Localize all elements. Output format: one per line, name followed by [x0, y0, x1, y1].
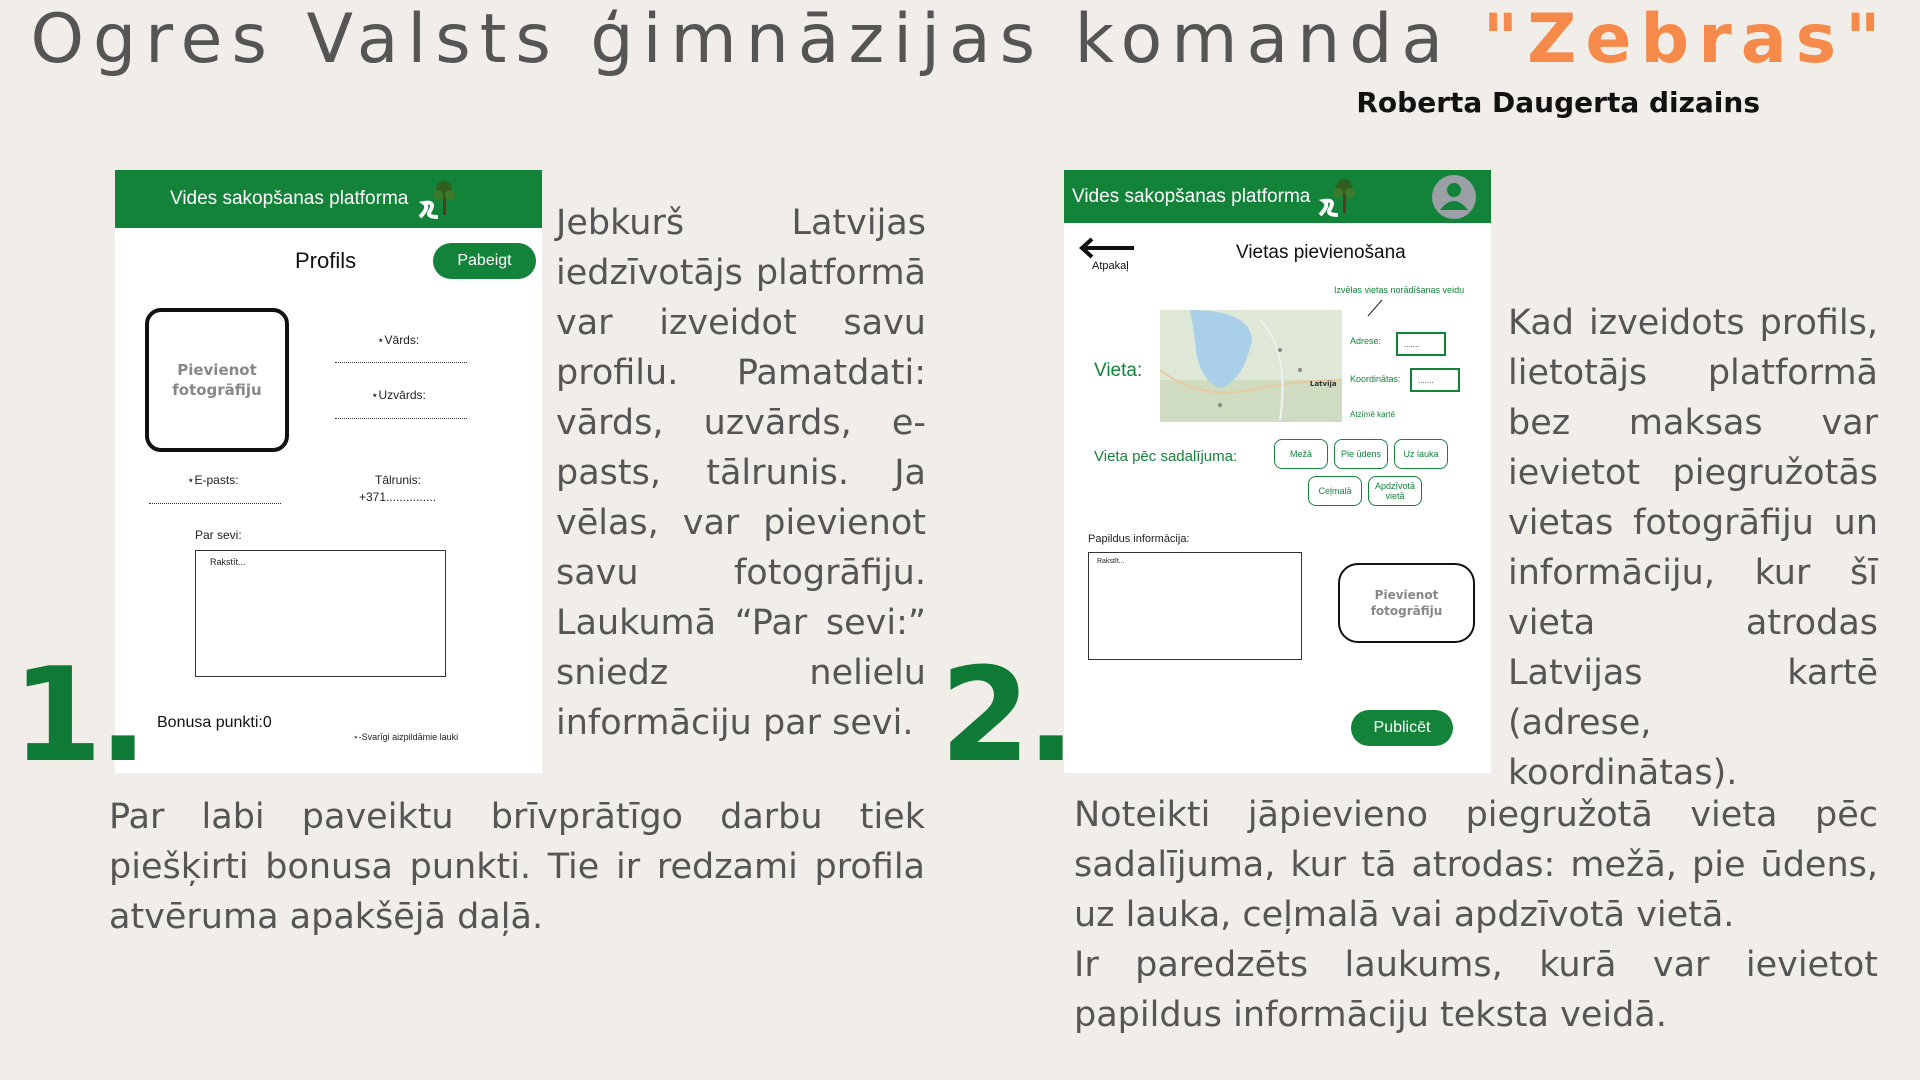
profile-title: Profils [295, 248, 357, 273]
address-value: ....... [1404, 340, 1420, 349]
category-roadside-chip[interactable]: Ceļmalā [1308, 476, 1362, 506]
map-country-label: Latvija [1310, 380, 1337, 388]
location-label: Vieta: [1094, 360, 1143, 381]
phone-label: Tālrunis: [375, 473, 422, 487]
section2-side-text: Kad izveidots profils, lietotājs platformā bez maksas var ievietot piegružotās vietas fotogrāfiju un informāciju, kur šī vieta atrodas Latvijas kartē (adrese, koordinātas). [1508, 303, 1878, 793]
email-label: ⋆E-pasts: [187, 473, 239, 487]
add-photo-box[interactable]: Pievienot fotogrāfiju [145, 308, 289, 452]
mark-on-map-label[interactable]: Atzīmē kartē [1350, 410, 1395, 419]
about-textarea[interactable] [195, 550, 446, 677]
section1-bottom-text: Par labi paveiktu brīvprātīgo darbu tiek piešķirti bonusa punkti. Tie ir redzami profila atvēruma apakšējā daļā. [109, 797, 925, 937]
tree-river-icon [416, 177, 464, 221]
tree-river-icon [1316, 175, 1364, 219]
address-field[interactable] [1396, 332, 1446, 356]
email-field[interactable] [149, 503, 281, 504]
step-number-1: 1. [12, 639, 144, 791]
phone-field[interactable]: +371............... [359, 490, 437, 504]
back-arrow-icon[interactable] [1076, 236, 1136, 260]
map-preview[interactable] [1160, 310, 1342, 422]
category-settlement-chip[interactable]: Apdzīvotā vietā [1368, 476, 1422, 506]
first-name-label: ⋆Vārds: [377, 333, 420, 347]
section1-side-text: Jebkurš Latvijas iedzīvotājs platformā var izveidot savu profilu. Pamatdati: vārds, uzvārds, e-pasts, tālrunis. Ja vēlas, var pievienot savu fotogrāfiju. Laukumā “Par sevi:” sniedz nelielu informāciju par sevi. [556, 203, 926, 743]
about-label: Par sevi: [195, 528, 242, 542]
last-name-field[interactable] [335, 418, 467, 419]
back-label[interactable]: Atpakaļ [1092, 260, 1129, 272]
category-forest-chip[interactable]: Mežā [1274, 439, 1328, 469]
address-label: Adrese: [1350, 336, 1382, 346]
hint-pointer-line [1364, 298, 1384, 318]
profile-mockup [115, 170, 542, 773]
design-credit: Roberta Daugerta dizains [1356, 86, 1760, 119]
required-note: ⋆-Svarīgi aizpildāmie lauki [353, 732, 459, 742]
page-title [0, 0, 1920, 80]
mockup1-header [115, 170, 542, 228]
bonus-points: Bonusa punkti:0 [157, 714, 272, 731]
coordinates-value: ....... [1418, 376, 1434, 385]
extra-info-placeholder: Rakstīt... [1097, 558, 1125, 565]
extra-info-label: Papildus informācija: [1088, 533, 1190, 545]
category-label: Vieta pēc sadalījuma: [1094, 448, 1238, 465]
last-name-label: ⋆Uzvārds: [371, 388, 426, 402]
category-field-chip[interactable]: Uz lauka [1394, 439, 1448, 469]
coordinates-label: Koordinātas: [1350, 374, 1401, 384]
publish-button[interactable]: Publicēt [1351, 710, 1453, 746]
first-name-field[interactable] [335, 362, 467, 363]
add-photo-box[interactable]: Pievienot fotogrāfiju [1338, 563, 1475, 643]
extra-info-textarea[interactable] [1088, 552, 1302, 660]
user-avatar-icon[interactable] [1431, 174, 1477, 220]
mockup2-header-title: Vides sakopšanas platforma [1072, 185, 1311, 207]
mockup1-header-title: Vides sakopšanas platforma [170, 188, 409, 209]
about-placeholder: Rakstīt... [210, 557, 246, 567]
add-location-mockup [1064, 170, 1491, 773]
finish-button[interactable]: Pabeigt [433, 243, 536, 279]
section2-bottom-text-2: Ir paredzēts laukums, kurā var ievietot papildus informāciju teksta veidā. [1074, 945, 1878, 1035]
mockup2-header [1064, 170, 1491, 223]
title-main: Ogres Valsts ģimnāzijas komanda [30, 0, 1483, 79]
category-water-chip[interactable]: Pie ūdens [1334, 439, 1388, 469]
add-location-title: Vietas pievienošana [1236, 242, 1406, 263]
title-accent: "Zebras" [1482, 0, 1890, 79]
section2-bottom-text-1: Noteikti jāpievieno piegružotā vieta pēc sadalījuma, kur tā atrodas: mežā, pie ūdens, uz lauka, ceļmalā vai apdzīvotā vietā. [1074, 795, 1878, 935]
location-method-hint: Izvēlas vietas norādīšanas veidu [1334, 285, 1465, 295]
coordinates-field[interactable] [1410, 368, 1460, 392]
step-number-2: 2. [940, 639, 1072, 791]
